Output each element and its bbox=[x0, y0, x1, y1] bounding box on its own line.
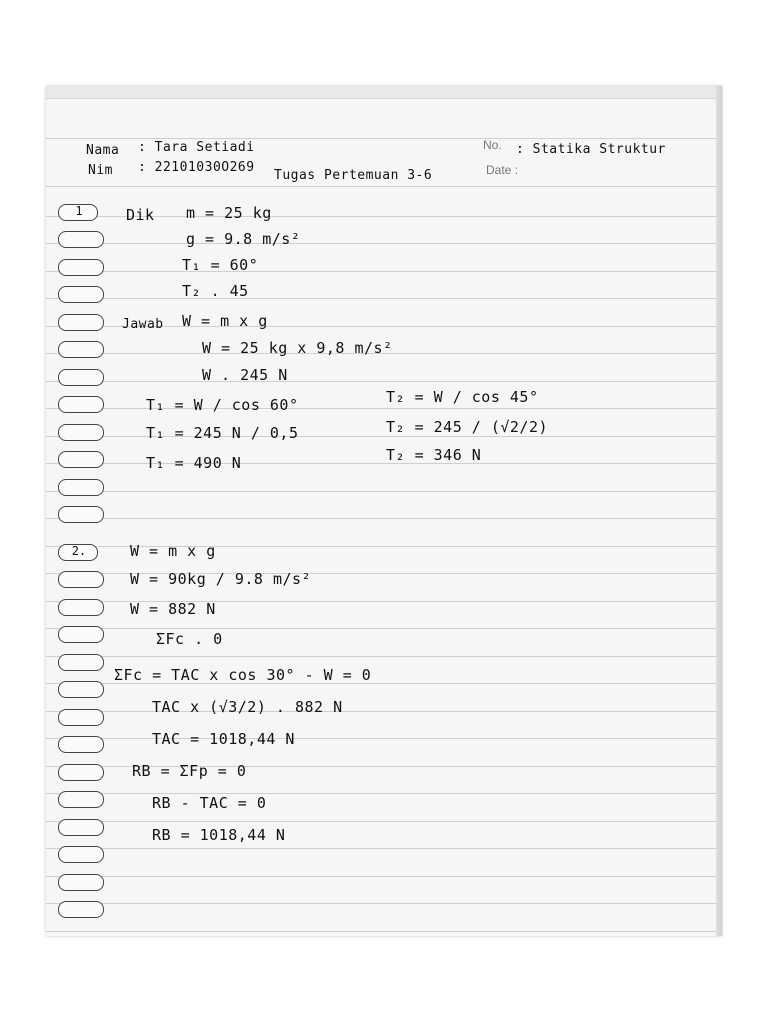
ruled-line bbox=[46, 628, 722, 629]
p2-line-9: RB - TAC = 0 bbox=[152, 794, 267, 812]
p2-line-6: TAC x (√3/2) . 882 N bbox=[152, 698, 343, 716]
binder-hole bbox=[58, 231, 104, 248]
binder-hole bbox=[58, 259, 104, 276]
problem-number: 1 bbox=[75, 204, 83, 218]
name-label: Nama bbox=[86, 143, 120, 158]
binder-hole bbox=[58, 709, 104, 726]
binder-hole bbox=[58, 571, 104, 588]
binder-hole bbox=[58, 479, 104, 496]
ruled-line bbox=[46, 931, 722, 932]
given-t1: T₁ = 60° bbox=[182, 256, 259, 274]
binder-hole bbox=[58, 599, 104, 616]
given-gravity: g = 9.8 m/s² bbox=[186, 230, 301, 248]
no-label: No. bbox=[483, 138, 502, 152]
p2-line-2: W = 90kg / 9.8 m/s² bbox=[130, 570, 312, 588]
p2-line-3: W = 882 N bbox=[130, 600, 216, 618]
t1-formula: T₁ = W / cos 60° bbox=[146, 396, 299, 414]
binder-hole bbox=[58, 451, 104, 468]
p2-line-4: ΣFc . 0 bbox=[156, 630, 223, 648]
binder-hole bbox=[58, 654, 104, 671]
binder-hole bbox=[58, 286, 104, 303]
binder-hole bbox=[58, 764, 104, 781]
ruled-line bbox=[46, 298, 722, 299]
p2-line-1: W = m x g bbox=[130, 542, 216, 560]
binder-hole bbox=[58, 874, 104, 891]
ruled-line bbox=[46, 903, 722, 904]
given-t2: T₂ . 45 bbox=[182, 282, 249, 300]
binder-hole bbox=[58, 901, 104, 918]
t1-substitution: T₁ = 245 N / 0,5 bbox=[146, 424, 299, 442]
nim-value: : 22101030O269 bbox=[138, 160, 255, 175]
p2-line-7: TAC = 1018,44 N bbox=[152, 730, 295, 748]
given-mass: m = 25 kg bbox=[186, 204, 272, 222]
problem-number: 2. bbox=[71, 544, 87, 558]
t2-substitution: T₂ = 245 / (√2/2) bbox=[386, 418, 549, 436]
ruled-line bbox=[46, 793, 722, 794]
binder-hole bbox=[58, 424, 104, 441]
jawab-label: Jawab bbox=[122, 317, 164, 332]
binder-hole bbox=[58, 819, 104, 836]
dik-label: Dik bbox=[126, 206, 155, 224]
name-value: : Tara Setiadi bbox=[138, 140, 255, 155]
notebook-page bbox=[46, 86, 722, 936]
assignment-title: Tugas Pertemuan 3-6 bbox=[274, 168, 433, 183]
p2-line-8: RB = ΣFp = 0 bbox=[132, 762, 247, 780]
nim-label: Nim bbox=[88, 163, 113, 178]
page-top-edge bbox=[46, 86, 722, 99]
binder-hole bbox=[58, 396, 104, 413]
ruled-line bbox=[46, 738, 722, 739]
ruled-line bbox=[46, 381, 722, 382]
ruled-line bbox=[46, 711, 722, 712]
t2-formula: T₂ = W / cos 45° bbox=[386, 388, 539, 406]
p2-line-10: RB = 1018,44 N bbox=[152, 826, 286, 844]
no-value: : Statika Struktur bbox=[516, 142, 666, 157]
t2-result: T₂ = 346 N bbox=[386, 446, 482, 464]
binder-hole bbox=[58, 736, 104, 753]
ruled-line bbox=[46, 876, 722, 877]
binder-hole bbox=[58, 681, 104, 698]
binder-hole bbox=[58, 314, 104, 331]
weight-result: W . 245 N bbox=[202, 366, 288, 384]
weight-formula: W = m x g bbox=[182, 312, 268, 330]
date-label: Date : bbox=[486, 163, 519, 177]
header-rule bbox=[46, 138, 722, 139]
binder-hole bbox=[58, 341, 104, 358]
ruled-line bbox=[46, 848, 722, 849]
ruled-line bbox=[46, 243, 722, 244]
header-rule bbox=[46, 186, 722, 187]
ruled-line bbox=[46, 491, 722, 492]
t1-result: T₁ = 490 N bbox=[146, 454, 242, 472]
binder-hole bbox=[58, 846, 104, 863]
binder-hole bbox=[58, 626, 104, 643]
binder-hole bbox=[58, 506, 104, 523]
binder-hole bbox=[58, 791, 104, 808]
binder-hole bbox=[58, 369, 104, 386]
weight-substitution: W = 25 kg x 9,8 m/s² bbox=[202, 339, 393, 357]
ruled-line bbox=[46, 821, 722, 822]
ruled-line bbox=[46, 271, 722, 272]
ruled-line bbox=[46, 656, 722, 657]
p2-line-5: ΣFc = TAC x cos 30° - W = 0 bbox=[114, 666, 372, 684]
ruled-line bbox=[46, 518, 722, 519]
